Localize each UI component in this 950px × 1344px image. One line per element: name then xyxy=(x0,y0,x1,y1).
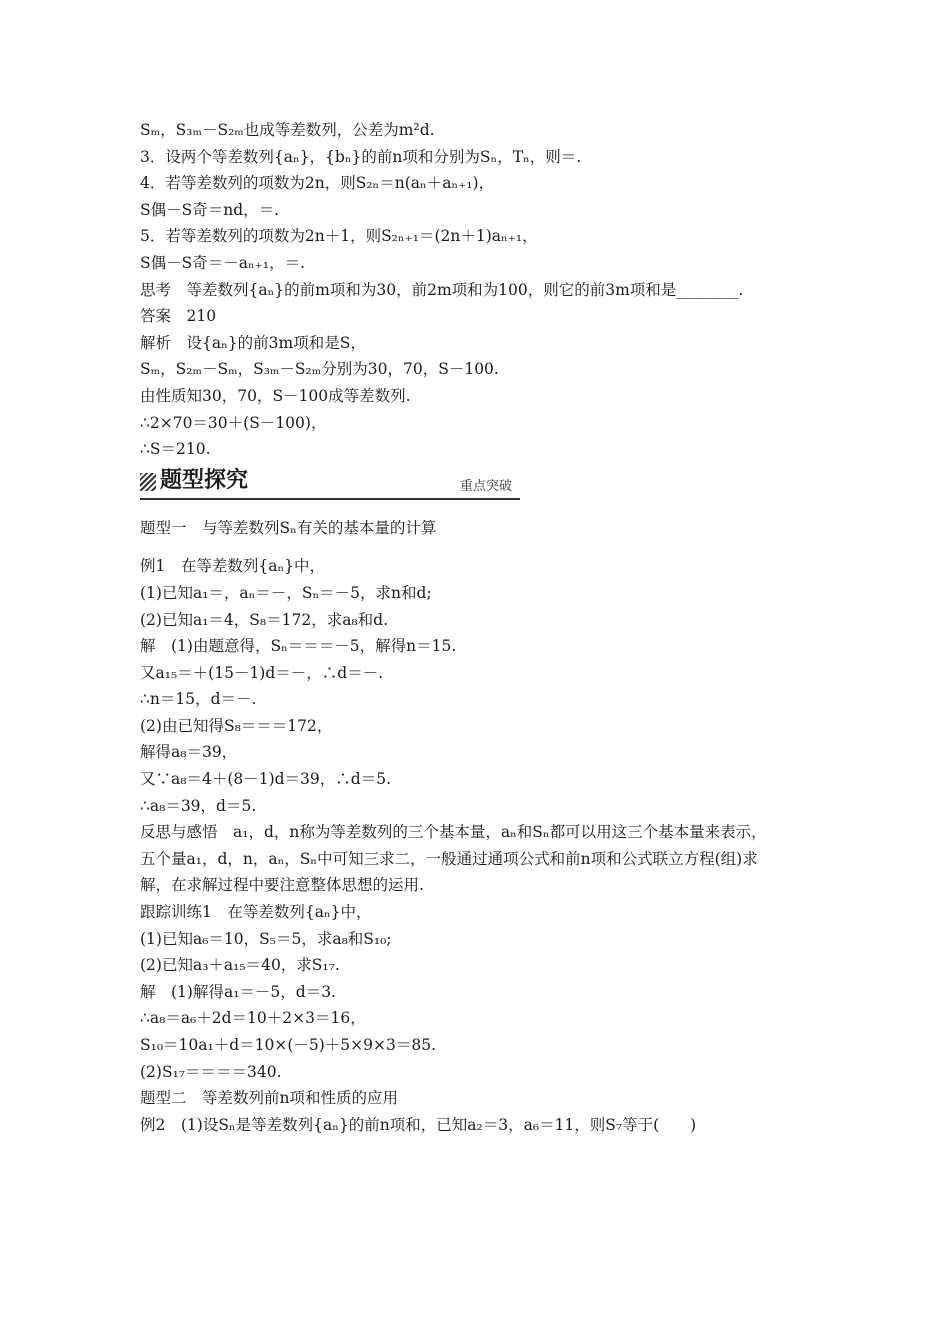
text-line: (2)已知a₃＋a₁₅＝40，求S₁₇. xyxy=(140,956,340,975)
text-line: 4．若等差数列的项数为2n，则S₂ₙ＝n(aₙ＋aₙ₊₁)， xyxy=(140,174,495,193)
text-line: 解，在求解过程中要注意整体思想的运用. xyxy=(140,876,424,895)
banner-rule xyxy=(140,498,520,500)
banner-subtitle: 重点突破 xyxy=(460,478,513,494)
top-section xyxy=(140,117,820,463)
text-line: (2)由已知得S₈＝＝＝172， xyxy=(140,716,333,735)
text-line: (1)已知a₁＝，aₙ＝－，Sₙ＝－5，求n和d; xyxy=(140,583,432,602)
text-line: 由性质知30，70，S－100成等差数列. xyxy=(140,386,411,405)
example-heading: 例2 (1)设Sₙ是等差数列{aₙ}的前n项和，已知a₂＝3，a₆＝11，则S₇等于( ) xyxy=(140,1115,697,1134)
text-line: ∴n＝15，d＝－. xyxy=(140,690,257,709)
text-line: 五个量a₁，d，n，aₙ，Sₙ中可知三求二，一般通过通项公式和前n项和公式联立方程(组)求 xyxy=(140,849,758,868)
solution-line: 解 (1)由题意得，Sₙ＝＝＝－5，解得n＝15. xyxy=(140,637,457,656)
text-line: 3．设两个等差数列{aₙ}，{bₙ}的前n项和分别为Sₙ，Tₙ，则＝. xyxy=(140,147,582,166)
text-line: ∴a₈＝a₆＋2d＝10＋2×3＝16， xyxy=(140,1009,366,1028)
text-line: Sₘ，S₂ₘ－Sₘ，S₃ₘ－S₂ₘ分别为30，70，S－100. xyxy=(140,360,499,379)
practice-heading: 跟踪训练1 在等差数列{aₙ}中， xyxy=(140,903,372,922)
reflection-line: 反思与感悟 a₁，d，n称为等差数列的三个基本量，aₙ和Sₙ都可以用这三个基本量来表示， xyxy=(140,823,767,842)
think-question: 思考 等差数列{aₙ}的前m项和为30，前2m项和为100，则它的前3m项和是________. xyxy=(140,280,744,299)
text-line: 又a₁₅＝＋(15－1)d＝－，∴d＝－. xyxy=(140,663,384,682)
section-title: 题型二 等差数列前n项和性质的应用 xyxy=(140,1089,398,1108)
text-line: 5．若等差数列的项数为2n＋1，则S₂ₙ₊₁＝(2n＋1)aₙ₊₁， xyxy=(140,227,538,246)
text-line: ∴2×70＝30＋(S－100)， xyxy=(140,413,327,432)
text-line: (2)S₁₇＝＝＝＝340. xyxy=(140,1062,282,1081)
text-line: Sₘ，S₃ₘ－S₂ₘ也成等差数列，公差为m²d. xyxy=(140,121,435,139)
text-line: S偶－S奇＝nd，＝. xyxy=(140,200,280,219)
text-line: 解得a₈＝39， xyxy=(140,743,238,762)
text-line: 又∵a₈＝4＋(8－1)d＝39，∴d＝5. xyxy=(140,770,391,789)
solution-line: 解 (1)解得a₁＝－5，d＝3. xyxy=(140,982,336,1001)
example-section xyxy=(140,553,820,1138)
example-heading: 例1 在等差数列{aₙ}中， xyxy=(140,557,326,576)
text-line: ∴a₈＝39，d＝5. xyxy=(140,796,257,815)
text-line: ∴S＝210. xyxy=(140,440,211,459)
spacer xyxy=(140,541,820,553)
document-page xyxy=(140,117,820,1138)
text-line: (2)已知a₁＝4，S₈＝172，求a₈和d. xyxy=(140,610,388,629)
analysis-line: 解析 设{aₙ}的前3m项和是S， xyxy=(140,333,366,352)
section-title: 题型一 与等差数列Sₙ有关的基本量的计算 xyxy=(140,518,437,537)
banner-stripe-icon xyxy=(140,473,156,491)
section-banner xyxy=(140,465,820,515)
answer-line: 答案 210 xyxy=(140,307,217,326)
text-line: S₁₀＝10a₁＋d＝10×(－5)＋5×9×3＝85. xyxy=(140,1036,437,1054)
text-line: (1)已知a₆＝10，S₅＝5，求a₈和S₁₀; xyxy=(140,929,392,948)
text-line: S偶－S奇＝－aₙ₊₁，＝. xyxy=(140,253,306,272)
banner-title: 题型探究 xyxy=(160,467,249,493)
